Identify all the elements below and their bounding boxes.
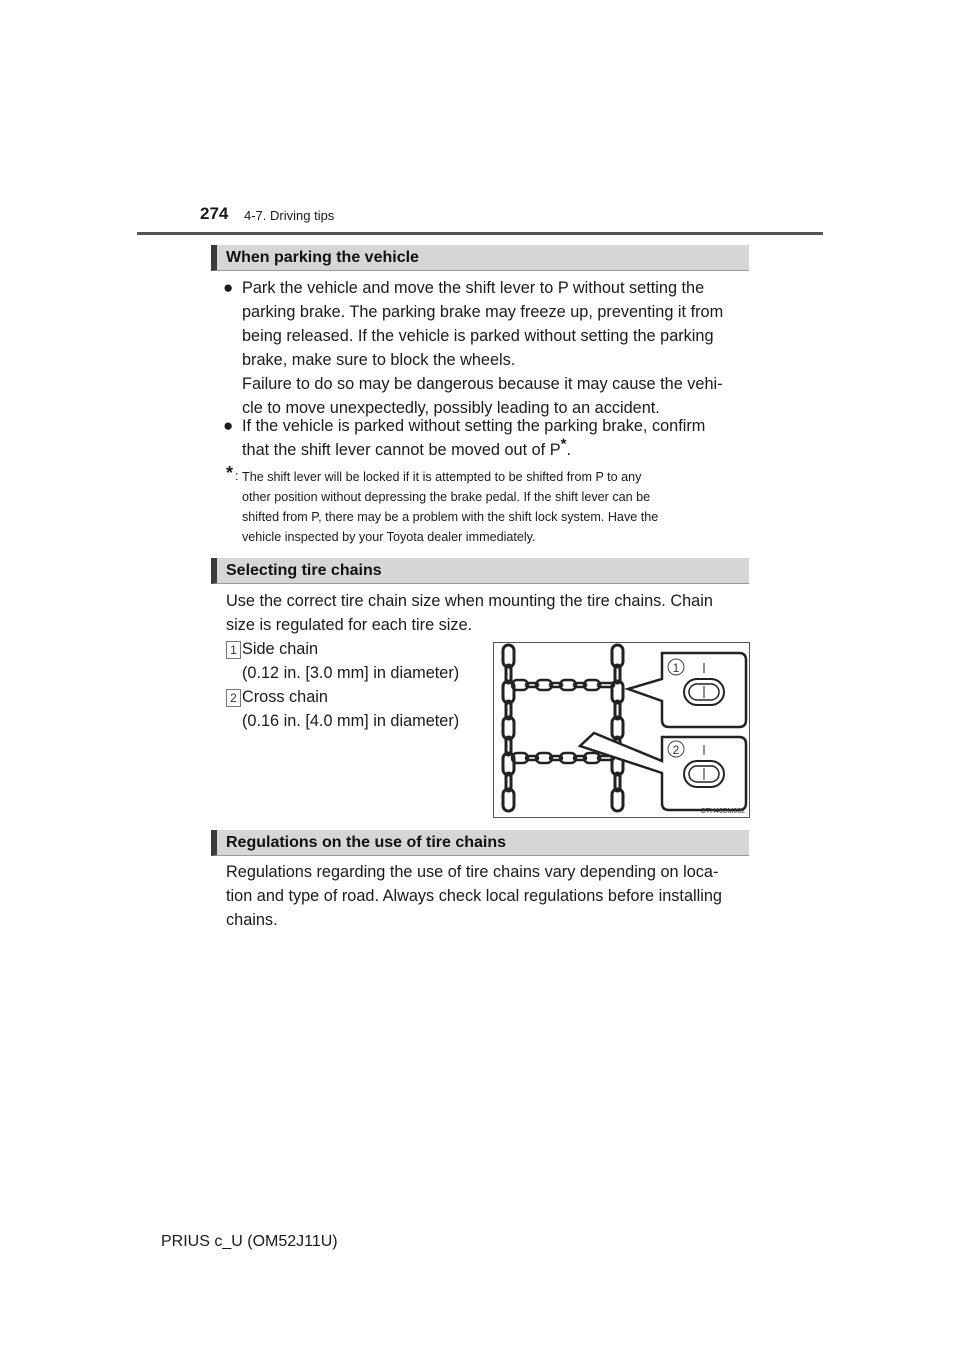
text-line: other position without depressing the brake pedal. If the shift lever can be xyxy=(242,490,651,504)
item-name: Cross chain xyxy=(242,688,328,706)
regulations-heading xyxy=(211,830,749,856)
text-line xyxy=(242,435,745,462)
callout-1-number: 1 xyxy=(672,661,680,675)
cross-chain-top xyxy=(512,680,614,690)
parking-heading-text: When parking the vehicle xyxy=(226,249,419,266)
bullet-icon: ● xyxy=(223,278,234,297)
text-line: Park the vehicle and move the shift lever to P without setting the xyxy=(242,279,705,297)
text-line: If the vehicle is parked without setting the parking brake, confirm xyxy=(242,417,706,435)
regulations-text xyxy=(226,860,745,932)
text-line: The shift lever will be locked if it is attempted to be shifted from P to any xyxy=(242,470,642,484)
list-item xyxy=(242,637,459,685)
parking-heading xyxy=(211,245,749,271)
text-line: being released. If the vehicle is parked without setting the parking xyxy=(242,327,714,345)
side-chain-left xyxy=(503,645,514,811)
footnote-colon: : xyxy=(235,469,239,483)
parking-bullet-2 xyxy=(242,414,745,462)
text-line: Failure to do so may be dangerous because it may cause the vehi- xyxy=(242,375,723,393)
list-item xyxy=(242,685,459,733)
item-number-badge: 1 xyxy=(226,641,241,659)
text-line: Use the correct tire chain size when mounting the tire chains. Chain xyxy=(226,592,713,610)
selecting-heading-text: Selecting tire chains xyxy=(226,562,382,579)
text-line: parking brake. The parking brake may freeze up, preventing it from xyxy=(242,303,724,321)
item-spec: (0.16 in. [4.0 mm] in diameter) xyxy=(242,712,460,730)
text-line: cle to move unexpectedly, possibly leading to an accident. xyxy=(242,399,660,417)
text-span: . xyxy=(566,441,571,459)
header-rule xyxy=(137,232,823,235)
bullet-icon: ● xyxy=(223,416,234,435)
text-line: tion and type of road. Always check local regulations before installing xyxy=(226,887,722,905)
text-line: vehicle inspected by your Toyota dealer immediately. xyxy=(242,530,536,544)
item-name: Side chain xyxy=(242,640,319,658)
text-line: size is regulated for each tire size. xyxy=(226,616,473,634)
item-number-badge: 2 xyxy=(226,689,241,707)
callout-2-number: 2 xyxy=(672,743,680,757)
tire-chain-figure xyxy=(493,642,750,818)
text-line: brake, make sure to block the wheels. xyxy=(242,351,516,369)
item-spec: (0.12 in. [3.0 mm] in diameter) xyxy=(242,664,460,682)
footnote xyxy=(242,467,745,547)
tire-chain-illustration xyxy=(494,643,749,817)
selecting-heading xyxy=(211,558,749,584)
text-line: Regulations regarding the use of tire chains vary depending on loca- xyxy=(226,863,719,881)
callout-2 xyxy=(580,733,746,810)
section-title: 4-7. Driving tips xyxy=(244,208,335,223)
parking-bullet-1 xyxy=(242,276,745,420)
regulations-heading-text: Regulations on the use of tire chains xyxy=(226,834,507,851)
selecting-intro xyxy=(226,589,745,637)
callout-1 xyxy=(628,653,746,727)
figure-code: CTH46BM002 xyxy=(700,808,745,815)
footnote-mark: * xyxy=(560,435,567,453)
text-line: shifted from P, there may be a problem with the shift lock system. Have the xyxy=(242,510,659,524)
footnote-star: * xyxy=(226,463,234,483)
text-span: that the shift lever cannot be moved out of P xyxy=(242,441,561,459)
cross-chain-bottom xyxy=(512,753,614,763)
footer-model: PRIUS c_U (OM52J11U) xyxy=(161,1233,338,1250)
text-line: chains. xyxy=(226,911,278,929)
side-chain-right xyxy=(612,645,623,811)
page-number: 274 xyxy=(200,204,229,223)
